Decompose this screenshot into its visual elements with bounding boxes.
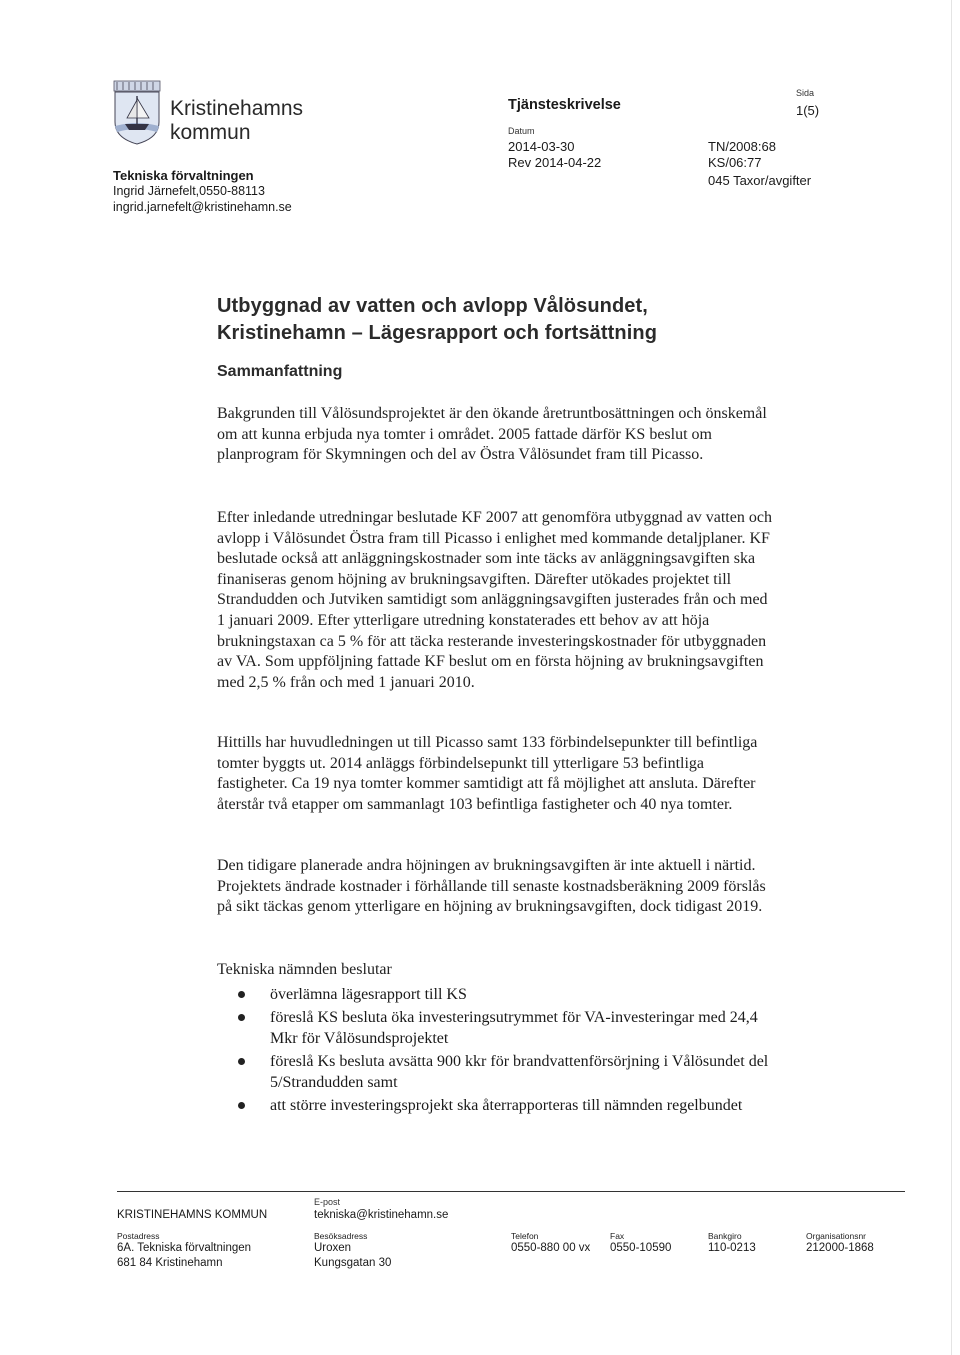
list-item — [238, 1007, 778, 1050]
organization-name-line2: kommun — [170, 121, 251, 144]
list-item-text: att större investeringsprojekt ska återrapporteras till nämnden regelbundet — [270, 1096, 743, 1114]
paragraph-background: Bakgrunden till Vålösundsprojektet är den ökande åretruntbosättningen och önskemål om att kunna erbjuda nya tomter i området. 2005 fattade därför KS beslut om planprogram för Skymningen och del av Östra Vålösundet fram till Picasso. — [217, 405, 767, 464]
orgnr-label: Organisationsnr — [806, 1231, 867, 1241]
document-date: 2014-03-30 — [508, 139, 575, 154]
list-item-text: föreslå Ks besluta avsätta 900 kkr för brandvattenförsörjning i Vålösundet del 5/Strandudden samt — [270, 1052, 769, 1091]
bankgiro-label: Bankgiro — [708, 1231, 742, 1241]
revision-date: Rev 2014-04-22 — [508, 155, 602, 170]
department-name: Tekniska förvaltningen — [113, 168, 254, 183]
email-label: E-post — [314, 1197, 341, 1207]
postal-line2: 681 84 Kristinehamn — [117, 1257, 223, 1269]
postal-line1: 6A. Tekniska förvaltningen — [117, 1242, 252, 1254]
postal-label: Postadress — [117, 1231, 160, 1241]
list-item — [238, 1095, 778, 1117]
document-type: Tjänsteskrivelse — [508, 97, 621, 113]
coat-of-arms-ship-icon — [113, 80, 161, 146]
contact-email: ingrid.jarnefelt@kristinehamn.se — [113, 200, 292, 214]
reference-ks: KS/06:77 — [708, 155, 762, 170]
list-item — [238, 984, 778, 1006]
footer-bankgiro: 110-0213 — [708, 1242, 756, 1254]
document-title-line1: Utbyggnad av vatten och avlopp Vålösundet, — [217, 295, 648, 317]
list-item — [238, 1051, 778, 1094]
list-item-text: överlämna lägesrapport till KS — [270, 986, 467, 1003]
page-label: Sida — [796, 88, 815, 98]
page-number: 1(5) — [796, 103, 820, 118]
footer-organization: KRISTINEHAMNS KOMMUN — [117, 1209, 268, 1221]
visit-line1: Uroxen — [314, 1242, 352, 1254]
paragraph-progress: Hittills har huvudledningen ut till Picasso samt 133 förbindelsepunkter till befintliga tomter byggts ut. 2014 anläggs förbindelsepunkt till ytterligare 53 befintliga fastigheter. Ca 19 nya tomter kommer samtidigt att få möjlighet att ansluta. Därefter återstår två etapper om sammanlagt 103 befintliga fastigheter och 40 nya tomter. — [217, 734, 758, 813]
organization-name-line1: Kristinehamns — [170, 97, 304, 120]
date-label: Datum — [508, 126, 535, 136]
footer-phone: 0550-880 00 vx — [511, 1242, 591, 1254]
paragraph-decision-intro: Tekniska nämnden beslutar — [217, 961, 392, 978]
footer-divider — [117, 1191, 905, 1192]
visit-line2: Kungsgatan 30 — [314, 1257, 392, 1269]
bullet-icon — [238, 1014, 245, 1021]
paragraph-fees: Den tidigare planerade andra höjningen av brukningsavgiften är inte aktuell i närtid. Projektets ändrade kostnader i förhållande till senaste kostnadsberäkning 2009 förslås på sikt täckas genom ytterligare en höjning av brukningsavgiften, dock tidigast 2019. — [217, 857, 766, 916]
list-item-text: föreslå KS besluta öka investeringsutrymmet för VA-investeringar med 24,4 Mkr för Vålösundsprojektet — [270, 1008, 758, 1047]
footer-fax: 0550-10590 — [610, 1242, 672, 1254]
bullet-icon — [238, 1102, 245, 1109]
organization-name — [170, 97, 303, 145]
visit-label: Besöksadress — [314, 1231, 368, 1241]
phone-label: Telefon — [511, 1231, 539, 1241]
reference-tn: TN/2008:68 — [708, 139, 776, 154]
footer-email[interactable]: tekniska@kristinehamn.se — [314, 1209, 449, 1221]
summary-heading: Sammanfattning — [217, 363, 343, 380]
footer-orgnr: 212000-1868 — [806, 1242, 874, 1254]
document-title-line2: Kristinehamn – Lägesrapport och fortsättning — [217, 322, 658, 344]
reference-category: 045 Taxor/avgifter — [708, 173, 812, 188]
contact-phone: Ingrid Järnefelt,0550-88113 — [113, 184, 265, 198]
bullet-icon — [238, 1058, 245, 1065]
paragraph-decisions: Efter inledande utredningar beslutade KF 2007 att genomföra utbyggnad av vatten och avlopp i Vålösundet Östra fram till Picasso i enlighet med kommande detaljplaner. KF beslutade också att anläggningskostnader som inte täcks av anläggningsavgiften ska finaniseras genom höjning av brukningsavgiften. Därefter utökades projektet till Strandudden och Jutviken samtidigt som anläggningsavgiften justerades från och med 1 januari 2009. Efter ytterligare utredning konstaterades ett behov av att höja brukningstaxan ca 5 % för att täcka resterande investeringskostnader för utbyggnaden av VA. Som uppföljning fattade KF beslut om en första höjning av brukningsavgiften med 2,5 % från och med 1 januari 2010. — [217, 509, 772, 691]
document-title — [217, 293, 657, 347]
fax-label: Fax — [610, 1231, 625, 1241]
page-edge — [951, 0, 952, 1355]
bullet-icon — [238, 991, 245, 998]
decision-list — [238, 984, 778, 1117]
